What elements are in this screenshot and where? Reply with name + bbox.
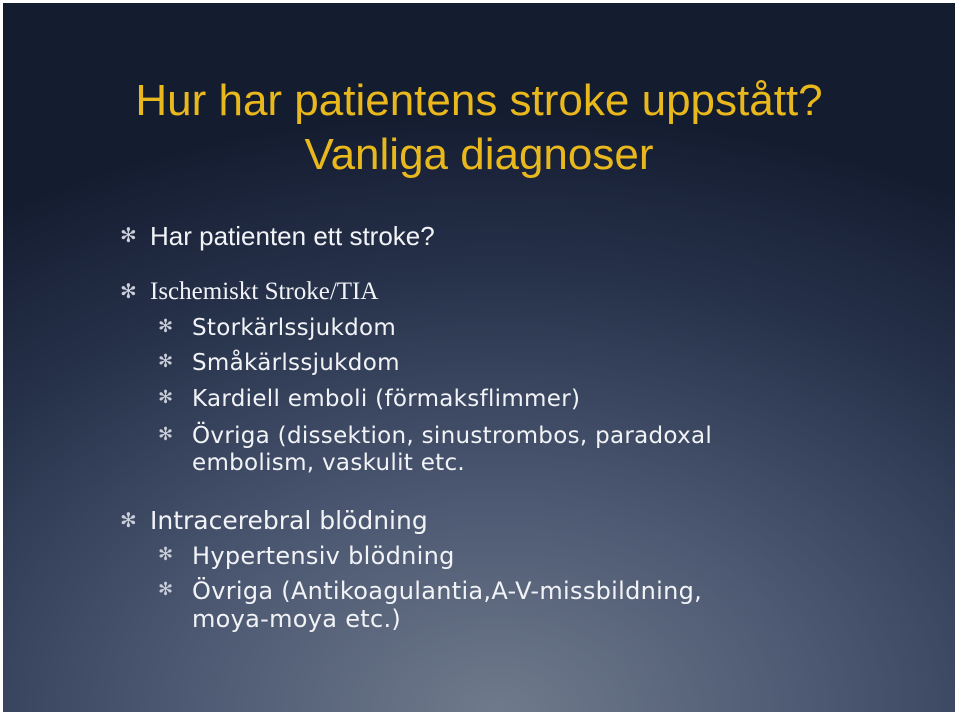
asterisk-icon: ✻ bbox=[158, 387, 174, 408]
sub-bullet-text: embolism, vaskulit etc. bbox=[192, 450, 466, 476]
sub-bullet-text: Kardiell emboli (förmaksflimmer) bbox=[192, 386, 581, 412]
asterisk-icon: ✻ bbox=[158, 316, 174, 337]
sub-bullet-text: Hypertensiv blödning bbox=[192, 542, 455, 570]
asterisk-icon: ✻ bbox=[158, 351, 174, 372]
asterisk-icon: ✻ bbox=[120, 223, 137, 247]
asterisk-icon: ✻ bbox=[158, 544, 174, 565]
sub-bullet-text: Övriga (dissektion, sinustrombos, paradoxal bbox=[192, 423, 713, 449]
bullet-text: Har patienten ett stroke? bbox=[150, 221, 435, 251]
slide bbox=[3, 3, 955, 712]
sub-bullet-text: moya-moya etc.) bbox=[192, 605, 402, 633]
bullet-text: Ischemiskt Stroke/TIA bbox=[150, 278, 379, 305]
sub-bullet-text: Småkärlssjukdom bbox=[192, 350, 400, 376]
asterisk-icon: ✻ bbox=[120, 279, 137, 303]
asterisk-icon: ✻ bbox=[158, 424, 174, 445]
asterisk-icon: ✻ bbox=[120, 508, 137, 532]
slide-title-line-2: Vanliga diagnoser bbox=[304, 130, 654, 179]
slide-title-line-1: Hur har patientens stroke uppstått? bbox=[135, 76, 823, 125]
sub-bullet-text: Övriga (Antikoagulantia,A-V-missbildning, bbox=[192, 577, 703, 605]
sub-bullet-text: Storkärlssjukdom bbox=[192, 315, 397, 341]
bullet-text: Intracerebral blödning bbox=[150, 506, 428, 535]
asterisk-icon: ✻ bbox=[158, 579, 174, 600]
